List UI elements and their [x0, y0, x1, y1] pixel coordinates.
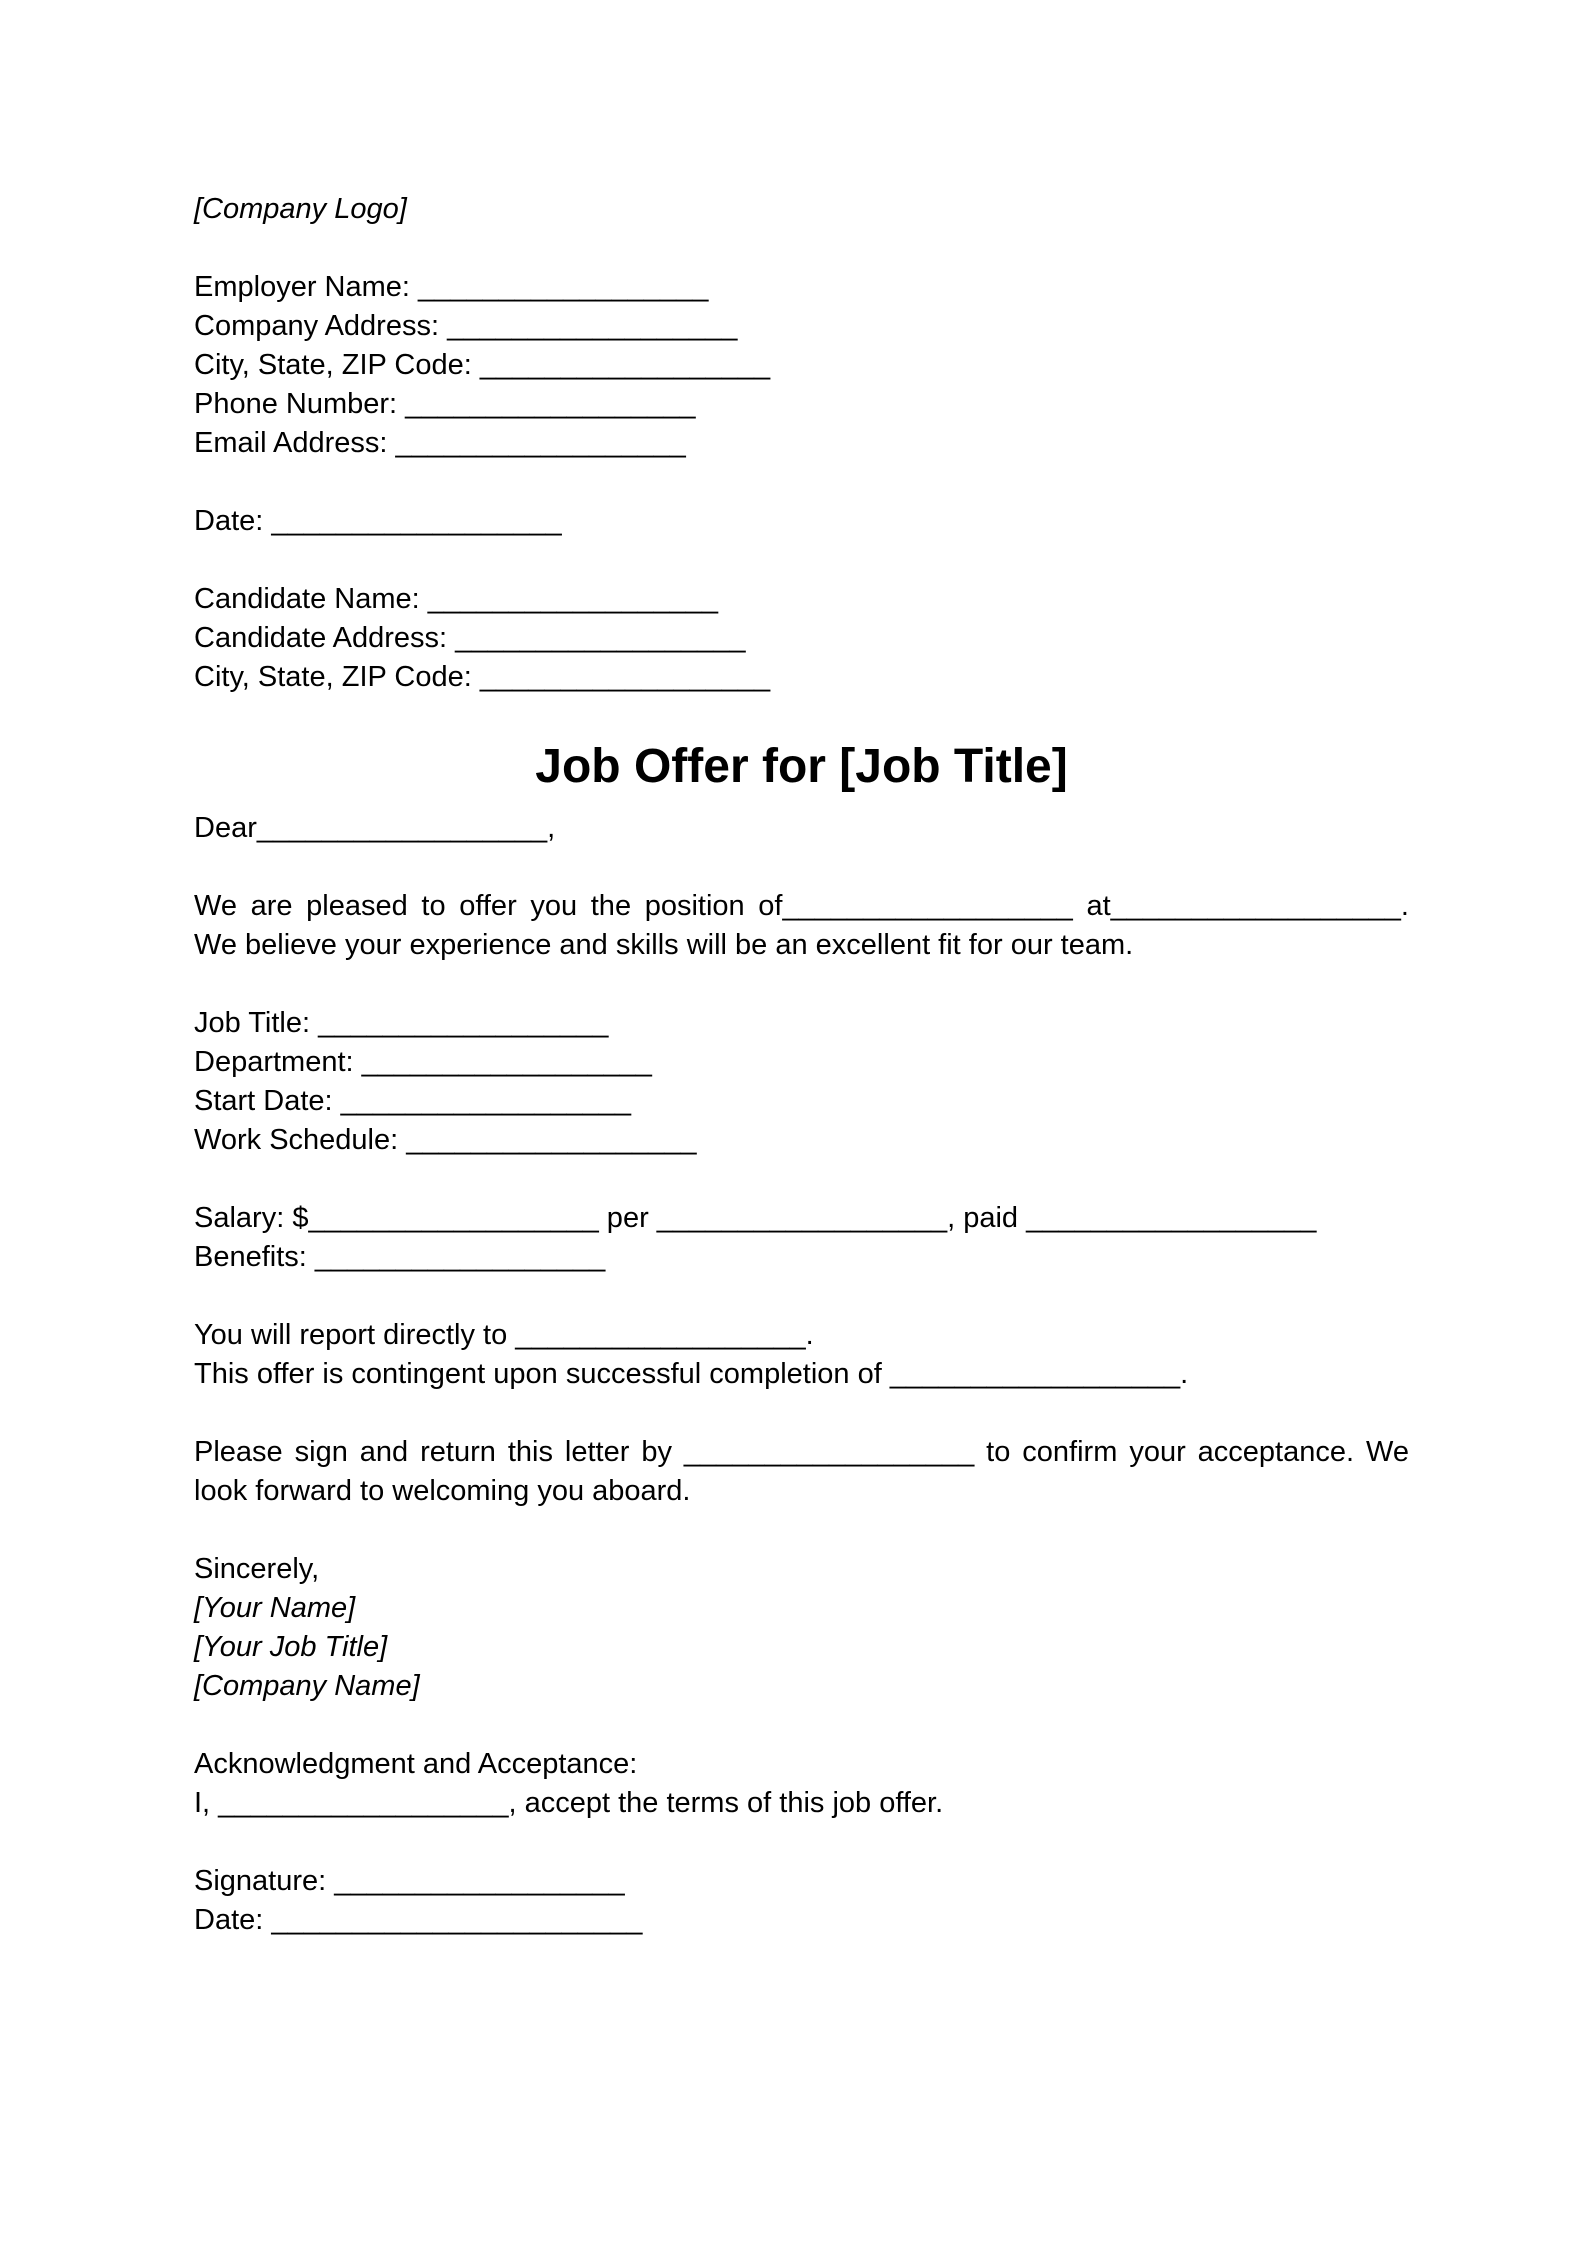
spacer: [194, 1160, 1409, 1199]
company-city-state-zip-field: City, State, ZIP Code: __________________: [194, 349, 771, 381]
company-name-placeholder: [Company Name]: [194, 1670, 420, 1702]
salutation: Dear__________________,: [194, 812, 556, 844]
email-address-field: Email Address: __________________: [194, 427, 686, 459]
acceptance-date-field: Date: _______________________: [194, 1904, 643, 1936]
spacer: [194, 1823, 1409, 1862]
spacer: [194, 1706, 1409, 1745]
candidate-address-field: Candidate Address: __________________: [194, 622, 746, 654]
your-name-placeholder: [Your Name]: [194, 1592, 356, 1624]
company-logo-placeholder: [Company Logo]: [194, 193, 407, 225]
letter-body: [194, 190, 1409, 1940]
department-field: Department: __________________: [194, 1046, 652, 1078]
spacer: [194, 1394, 1409, 1433]
report-to-field: You will report directly to __________________.: [194, 1319, 814, 1351]
closing-line-2: look forward to welcoming you aboard.: [194, 1475, 691, 1507]
company-address-field: Company Address: __________________: [194, 310, 738, 342]
work-schedule-field: Work Schedule: __________________: [194, 1124, 697, 1156]
intro-line-1: We are pleased to offer you the position of__________________ at__________________.: [194, 890, 1409, 922]
document-title: Job Offer for [Job Title]: [535, 740, 1068, 793]
spacer: [194, 463, 1409, 502]
spacer: [194, 1511, 1409, 1550]
spacer: [194, 541, 1409, 580]
acceptance-heading: Acknowledgment and Acceptance:: [194, 1748, 638, 1780]
employer-name-field: Employer Name: __________________: [194, 271, 709, 303]
spacer: [194, 848, 1409, 887]
closing-line-1: Please sign and return this letter by __________________ to confirm your acceptance. We: [194, 1436, 1409, 1468]
intro-line-2: We believe your experience and skills will be an excellent fit for our team.: [194, 929, 1134, 961]
spacer: [194, 965, 1409, 1004]
phone-number-field: Phone Number: __________________: [194, 388, 696, 420]
date-field: Date: __________________: [194, 505, 562, 537]
spacer: [194, 1277, 1409, 1316]
job-title-field: Job Title: __________________: [194, 1007, 609, 1039]
spacer: [194, 229, 1409, 268]
your-job-title-placeholder: [Your Job Title]: [194, 1631, 388, 1663]
candidate-name-field: Candidate Name: __________________: [194, 583, 719, 615]
sincerely-signoff: Sincerely,: [194, 1553, 320, 1585]
signature-field: Signature: __________________: [194, 1865, 625, 1897]
contingency-field: This offer is contingent upon successful completion of __________________.: [194, 1358, 1189, 1390]
candidate-city-state-zip-field: City, State, ZIP Code: __________________: [194, 661, 771, 693]
acceptance-statement: I, __________________, accept the terms of this job offer.: [194, 1787, 944, 1819]
benefits-field: Benefits: __________________: [194, 1241, 606, 1273]
start-date-field: Start Date: __________________: [194, 1085, 631, 1117]
salary-field: Salary: $__________________ per __________________, paid __________________: [194, 1202, 1317, 1234]
